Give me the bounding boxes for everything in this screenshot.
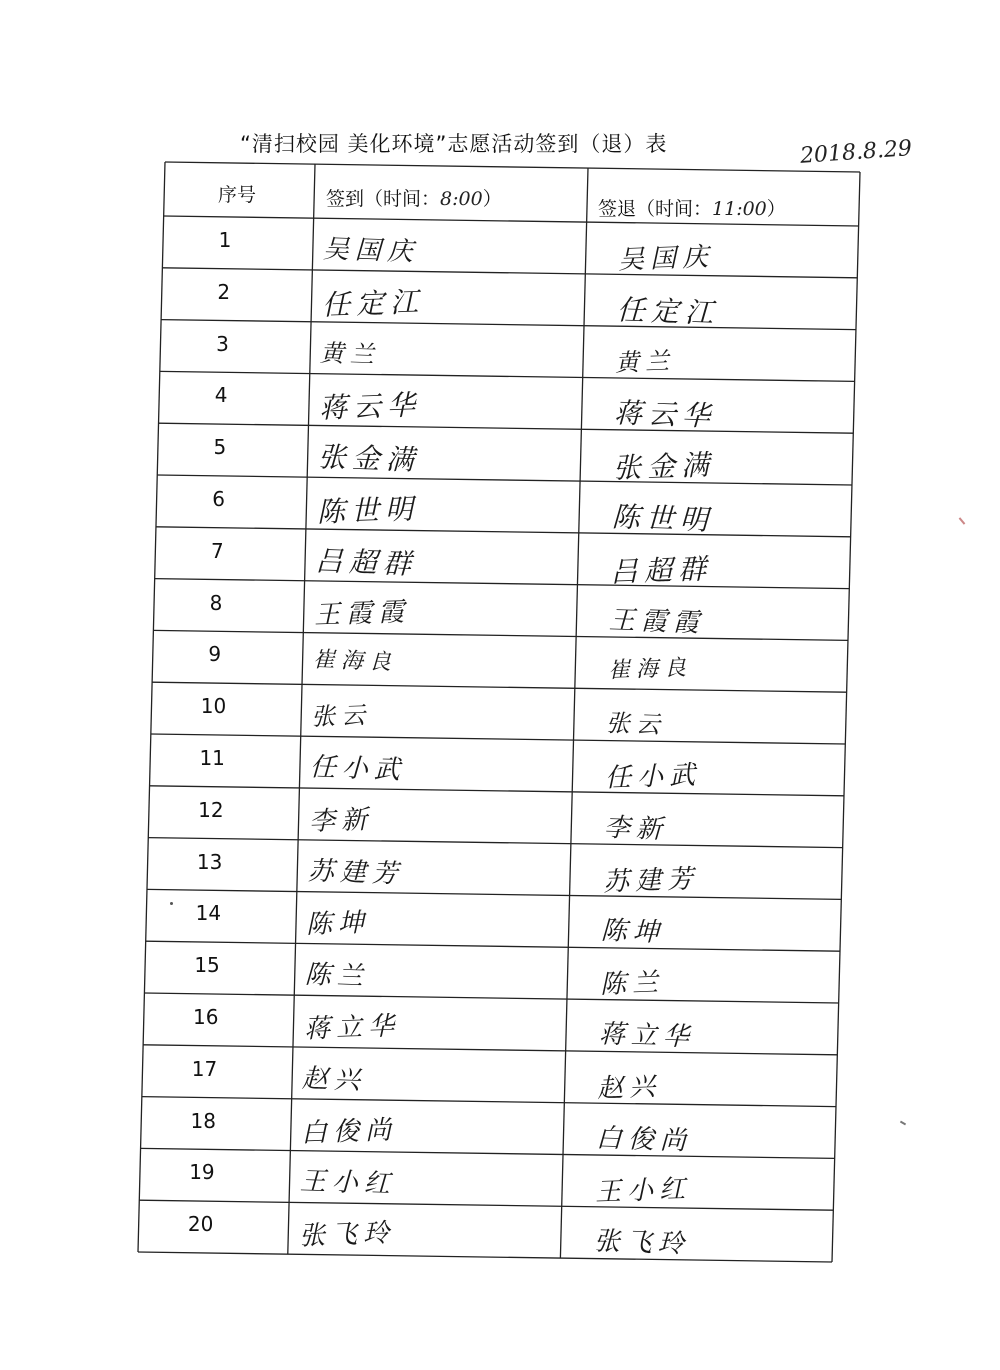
row-number: 4 [214, 383, 228, 408]
signin-signature: 赵兴 [301, 1063, 367, 1096]
signout-signature: 张金满 [612, 448, 716, 485]
header-signin-close: ） [482, 188, 502, 210]
signout-signature: 蒋云华 [613, 396, 717, 434]
header-signout-label: 签退（时间： [598, 198, 713, 220]
header-signin-time: 8:00 [440, 188, 483, 210]
row-number: 2 [217, 279, 231, 304]
signin-signature: 吕超群 [314, 543, 418, 581]
document-title: “清扫校园 美化环境”志愿活动签到（退）表 [240, 132, 668, 156]
row-number: 5 [213, 435, 227, 460]
row-number: 20 [187, 1212, 214, 1237]
scan-mark [959, 517, 966, 524]
signin-signature: 蒋云华 [318, 388, 422, 426]
row-number: 17 [191, 1056, 218, 1081]
signin-signature: 苏建芳 [307, 855, 405, 890]
header-signout [598, 194, 786, 221]
signout-signature: 张云 [605, 709, 667, 740]
signout-signature: 张飞玲 [593, 1226, 691, 1260]
row-number: 9 [208, 642, 222, 667]
signout-signature: 王小红 [594, 1174, 692, 1208]
row-number: 18 [190, 1108, 216, 1133]
row-number: 12 [198, 797, 224, 822]
row-number: 13 [196, 849, 223, 874]
signin-signature: 吴国庆 [322, 234, 420, 268]
signout-signature: 吴国庆 [617, 242, 715, 276]
header-signin [326, 184, 502, 211]
signout-signature: 李新 [603, 812, 669, 845]
signout-signature: 吕超群 [609, 551, 713, 589]
signin-signature: 白俊尚 [300, 1114, 398, 1149]
signin-signature: 陈兰 [304, 959, 370, 993]
signout-signature: 崔海良 [607, 655, 693, 684]
row-number: 3 [216, 331, 229, 356]
signout-signature: 陈坤 [600, 916, 666, 949]
signin-signature: 崔海良 [312, 647, 398, 676]
signout-signature: 苏建芳 [602, 863, 700, 898]
row-number: 6 [212, 486, 225, 511]
signin-signature: 黄兰 [319, 338, 381, 369]
signout-signature: 陈世明 [610, 500, 715, 537]
scan-mark [170, 902, 173, 905]
row-number: 7 [210, 538, 224, 563]
signout-signature: 陈兰 [599, 967, 665, 1001]
signout-signature: 赵兴 [597, 1071, 663, 1104]
signin-signature: 王霞霞 [313, 596, 411, 631]
row-number: 1 [218, 227, 232, 252]
signin-signature: 李新 [308, 804, 374, 837]
row-number: 15 [194, 953, 220, 978]
scan-mark [900, 1121, 906, 1126]
signout-signature: 蒋立华 [598, 1019, 696, 1053]
handwritten-date: 2018.8.29 [799, 136, 913, 169]
signout-signature: 白俊尚 [595, 1122, 693, 1157]
signout-signature: 任小武 [604, 760, 702, 794]
header-signout-time: 11:00 [712, 198, 767, 220]
header-signin-label: 签到（时间： [326, 188, 441, 210]
signin-signature: 张云 [311, 701, 373, 732]
signin-signature: 张金满 [317, 440, 421, 477]
row-number: 11 [199, 745, 225, 770]
signout-signature: 王霞霞 [608, 604, 706, 639]
signin-signature: 蒋立华 [303, 1011, 401, 1045]
signout-signature: 任定江 [616, 292, 720, 330]
signin-signature: 陈世明 [316, 492, 420, 529]
signin-signature: 王小红 [299, 1166, 397, 1200]
signout-signature: 黄兰 [615, 346, 677, 377]
row-number: 10 [200, 694, 227, 719]
row-number: 14 [195, 901, 222, 926]
header-signout-close: ） [766, 198, 786, 220]
row-number: 8 [209, 590, 223, 615]
row-number: 16 [193, 1004, 219, 1029]
signin-signature: 张飞玲 [298, 1218, 396, 1252]
signin-signature: 任定江 [321, 284, 425, 322]
header-index: 序号 [218, 184, 257, 206]
signin-signature: 任小武 [309, 752, 407, 786]
signin-signature: 陈坤 [305, 908, 371, 941]
row-number: 19 [189, 1160, 215, 1185]
